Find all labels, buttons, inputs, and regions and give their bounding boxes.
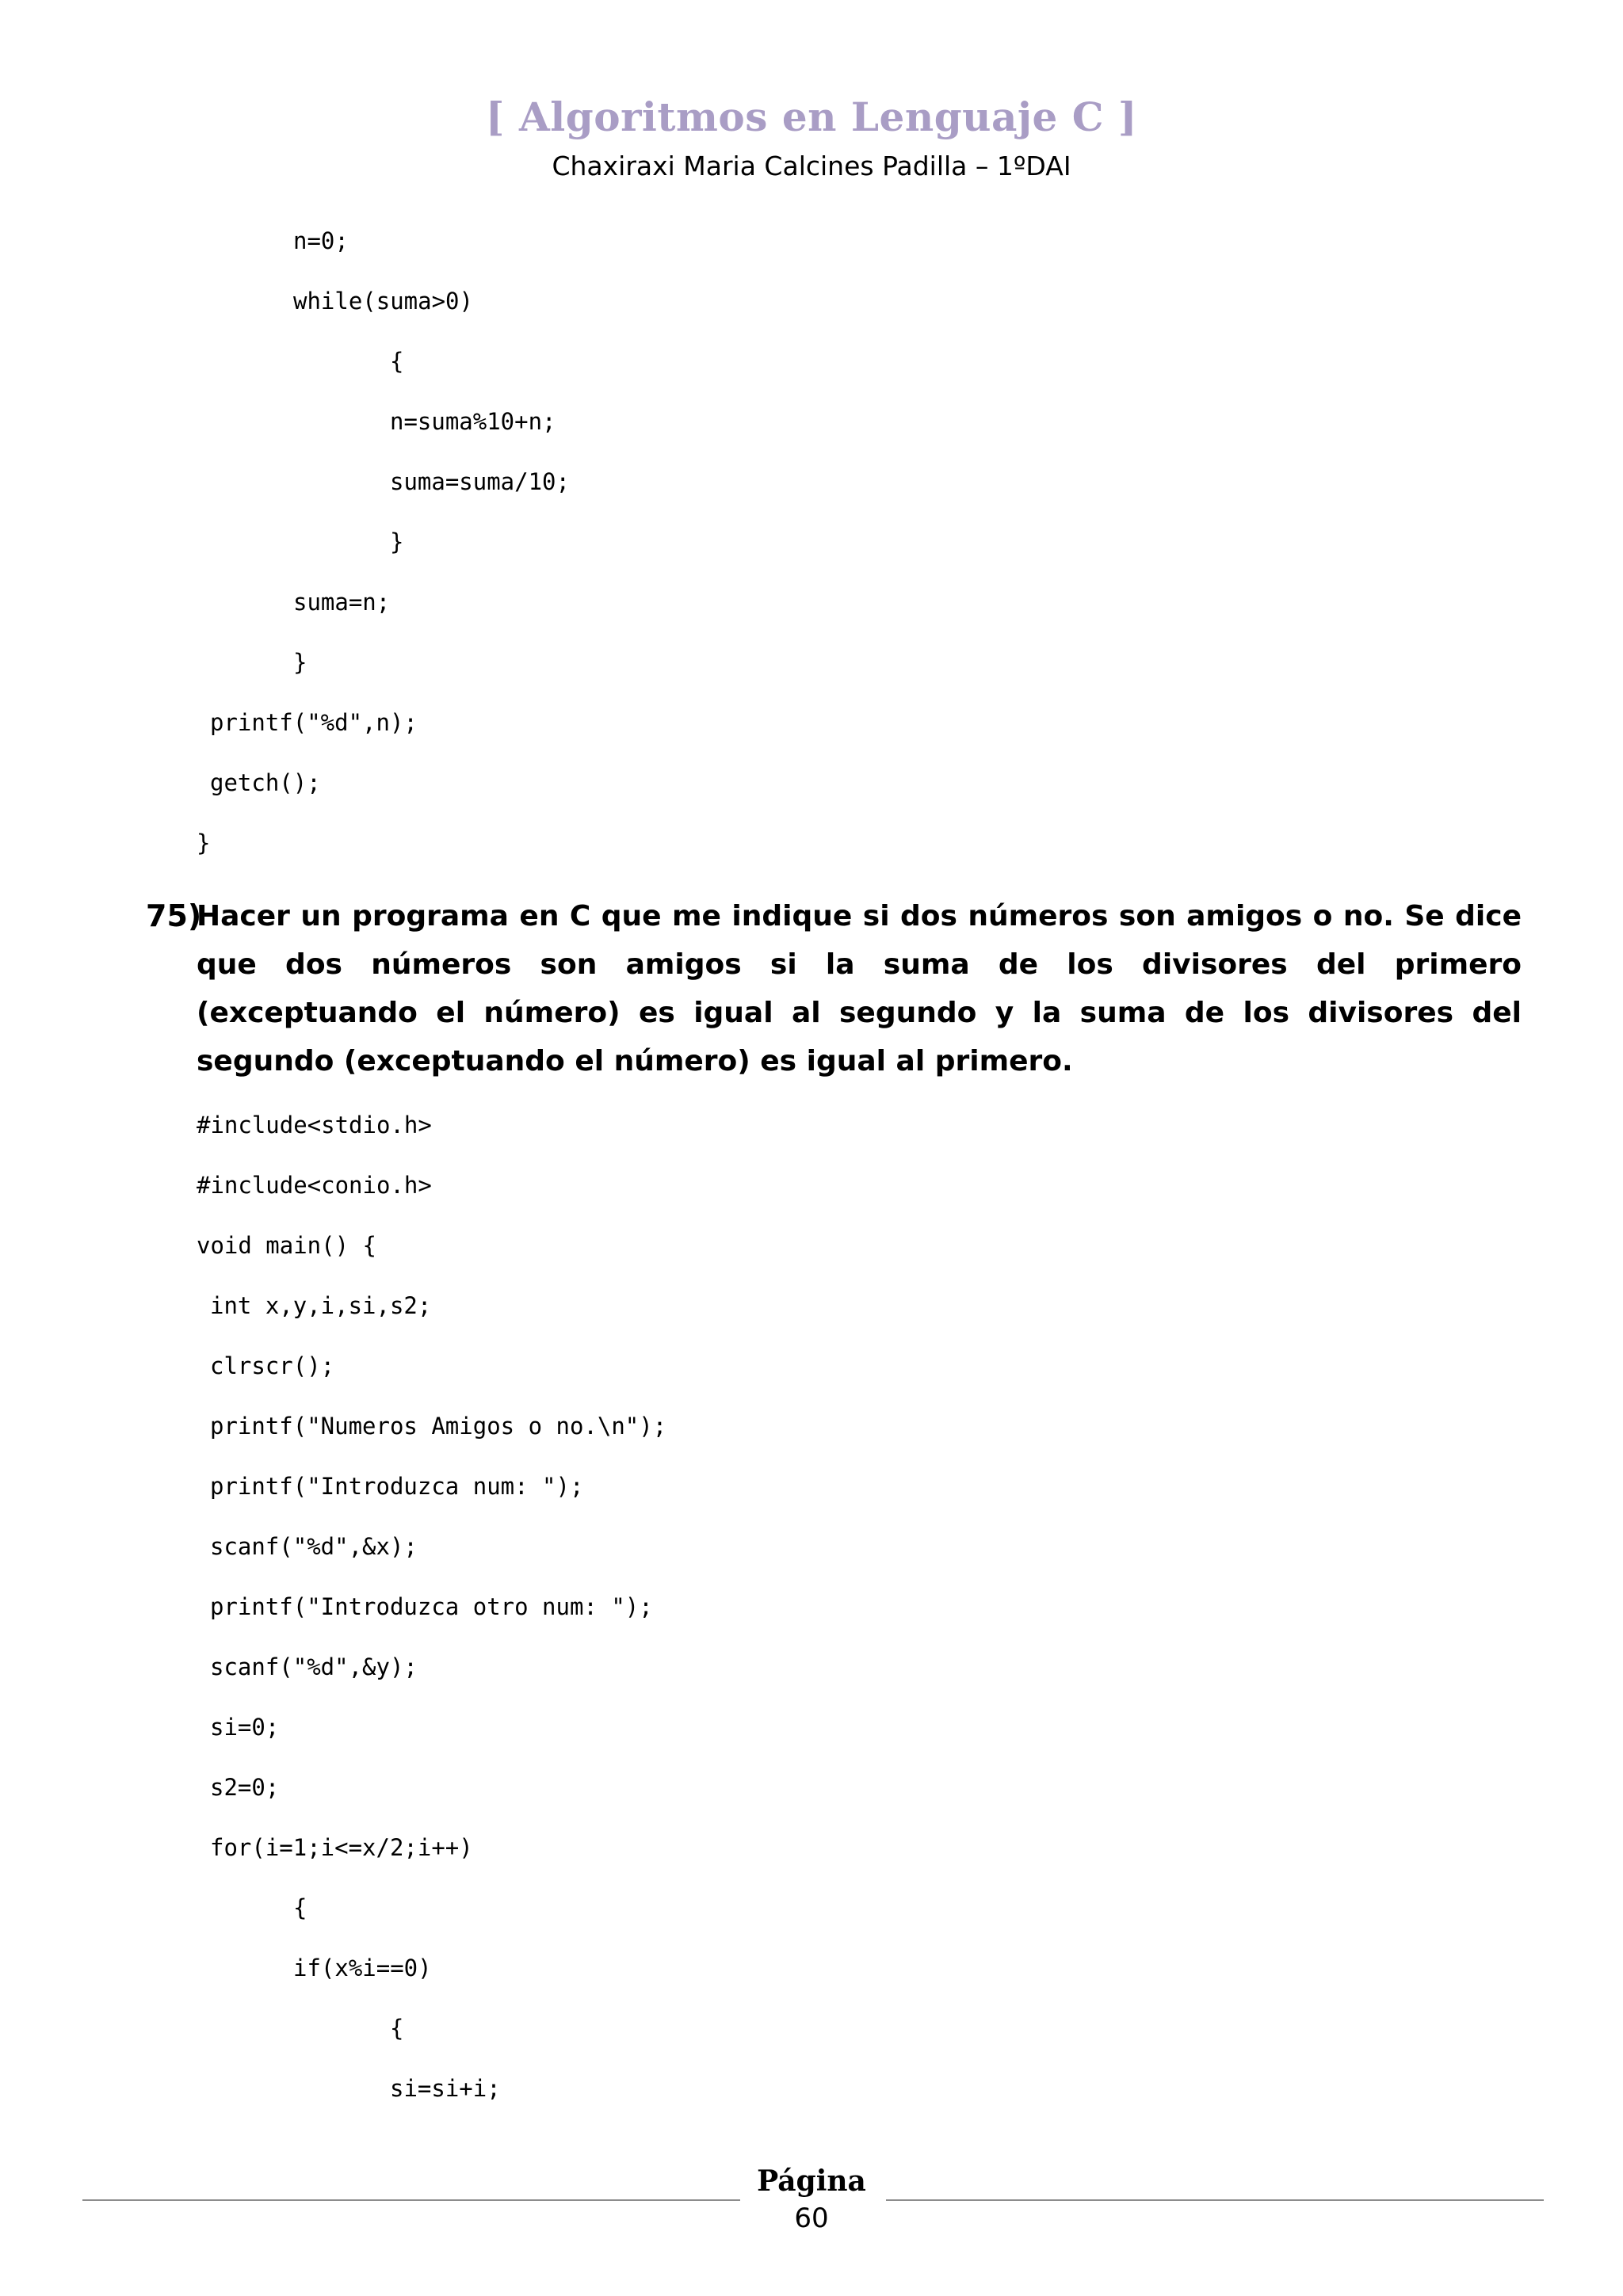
code-line: printf("Introduzca otro num: "); [210, 1593, 653, 1620]
code-line: getch(); [210, 769, 321, 796]
code-line: for(i=1;i<=x/2;i++) [210, 1834, 473, 1861]
code-line: suma=n; [293, 589, 391, 616]
code-line: void main() { [197, 1232, 376, 1259]
document-author: Chaxiraxi Maria Calcines Padilla – 1ºDAI [552, 151, 1071, 181]
footer-rule-right [886, 2199, 1544, 2201]
code-line: printf("%d",n); [210, 709, 418, 736]
footer-rule-left [82, 2199, 740, 2201]
code-line: s2=0; [210, 1774, 280, 1801]
code-line: } [293, 649, 307, 676]
code-line: suma=suma/10; [390, 468, 570, 495]
code-line: { [390, 2015, 404, 2042]
code-line: scanf("%d",&y); [210, 1653, 418, 1680]
code-line: n=0; [293, 227, 349, 254]
code-line: if(x%i==0) [293, 1955, 432, 1981]
footer-page-label: Página [757, 2164, 866, 2198]
exercise-statement: Hacer un programa en C que me indique si dos números son amigos o no. Se dice que dos números son amigos si la suma de los divisores del primero (exceptuando el número) es igual al segundo y la suma de los divisores del segundo (exceptuando el número) es igual al primero. [197, 900, 1522, 1077]
code-line: n=suma%10+n; [390, 408, 556, 435]
code-line: clrscr(); [210, 1352, 335, 1379]
footer-page-number: 60 [794, 2203, 829, 2234]
code-line: scanf("%d",&x); [210, 1533, 418, 1560]
code-line: si=0; [210, 1714, 280, 1741]
code-line: while(suma>0) [293, 288, 473, 315]
code-line: si=si+i; [390, 2075, 501, 2102]
code-line: printf("Introduzca num: "); [210, 1473, 584, 1500]
document-title: [ Algoritmos en Lenguaje C ] [485, 93, 1138, 140]
code-line: printf("Numeros Amigos o no.\n"); [210, 1413, 667, 1440]
code-line: int x,y,i,si,s2; [210, 1292, 432, 1319]
code-line: } [197, 830, 211, 856]
code-line: #include<conio.h> [197, 1172, 432, 1199]
code-line: } [390, 528, 404, 555]
exercise-number: 75) [146, 898, 202, 933]
code-line: #include<stdio.h> [197, 1112, 432, 1138]
code-line: { [293, 1894, 307, 1921]
code-line: { [390, 348, 404, 375]
